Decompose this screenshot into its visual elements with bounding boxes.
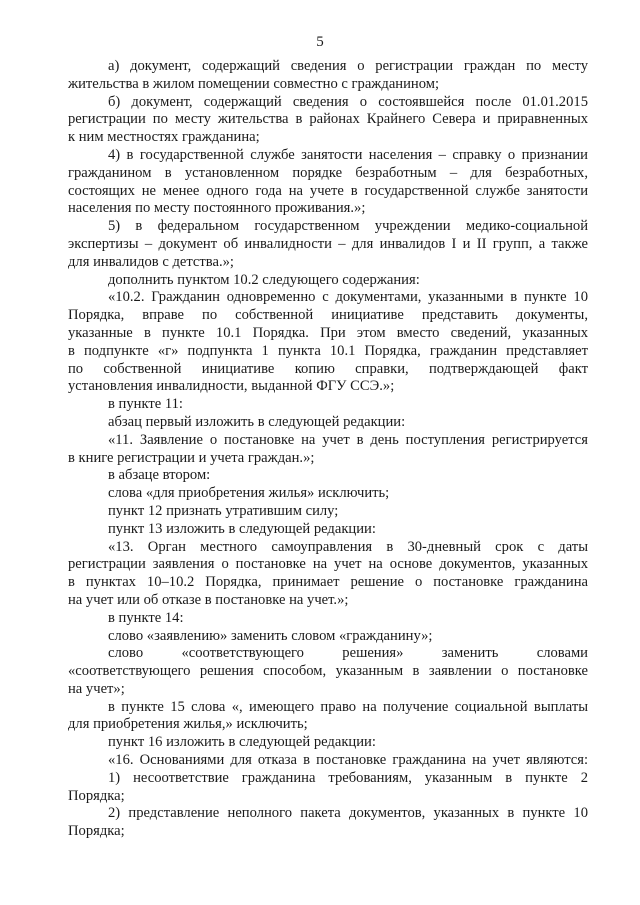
text-line: пункт 12 признать утратившим силу;: [108, 502, 339, 519]
text-line: а) документ, содержащий сведения о регистрации граждан по месту: [108, 58, 588, 74]
text-line: слово «заявлению» заменить словом «гражданину»;: [108, 627, 433, 644]
text-line: регистрации по месту жительства в районах Крайнего Севера и приравненных: [68, 111, 588, 128]
text-line: 1) несоответствие гражданина требованиям, указанным в пункте 2: [108, 769, 588, 786]
text-line: «11. Заявление о постановке на учет в день поступления регистрируется: [108, 431, 588, 448]
text-line: 2) представление неполного пакета документов, указанных в пункте 10: [108, 805, 588, 822]
text-line: 4) в государственной службе занятости населения – справку о признании: [108, 146, 588, 163]
text-line: населения по месту постоянного проживания.»;: [68, 200, 366, 217]
text-line: «соответствующего решения способом, указанным в заявлении о постановке: [68, 663, 588, 680]
text-line: пункт 16 изложить в следующей редакции:: [108, 734, 376, 751]
text-line: дополнить пунктом 10.2 следующего содержания:: [108, 271, 420, 288]
text-line: регистрации заявления о постановке на учет на основе документов, указанных: [68, 556, 588, 573]
text-line: в пункте 15 слова «, имеющего право на получение социальной выплаты: [108, 698, 588, 715]
text-line: Порядка;: [68, 787, 125, 804]
text-line: Порядка, вправе по собственной инициативе представить документы,: [68, 307, 588, 324]
text-line: для приобретения жилья,» исключить;: [68, 716, 308, 733]
text-line: установления инвалидности, выданной ФГУ ССЭ.»;: [68, 378, 395, 395]
text-line: на учет»;: [68, 680, 125, 697]
text-line: к ним местностях гражданина;: [68, 129, 260, 146]
text-line: для инвалидов с детства.»;: [68, 253, 234, 270]
text-line: б) документ, содержащий сведения о состоявшейся после 01.01.2015: [108, 93, 588, 110]
text-line: абзац первый изложить в следующей редакции:: [108, 413, 406, 430]
text-line: в пункте 14:: [108, 609, 184, 626]
text-line: на учет или об отказе в постановке на учет.»;: [68, 591, 349, 608]
text-line: в абзаце втором:: [108, 467, 211, 484]
text-line: слова «для приобретения жилья» исключить;: [108, 485, 390, 502]
text-line: жительства в жилом помещении совместно с гражданином;: [68, 75, 440, 92]
text-line: «16. Основаниями для отказа в постановке гражданина на учет являются:: [108, 752, 588, 769]
text-line: экспертизы – документ об инвалидности – для инвалидов I и II групп, а также: [68, 235, 588, 252]
text-line: «13. Орган местного самоуправления в 30-дневный срок с даты: [108, 538, 588, 555]
text-line: 5) в федеральном государственном учреждении медико-социальной: [108, 218, 588, 235]
text-line: указанные в пункте 10.1 Порядка. При этом вместо сведений, указанных: [68, 324, 588, 341]
text-line: по собственной инициативе копию справки, подтверждающей факт: [68, 360, 588, 377]
text-line: в подпункте «г» подпункта 1 пункта 10.1 Порядка, гражданин представляет: [68, 342, 588, 359]
text-line: в пункте 11:: [108, 396, 183, 413]
page-number: 5: [316, 34, 324, 50]
text-line: в книге регистрации и учета граждан.»;: [68, 449, 315, 466]
text-line: состоящих не менее одного года на учете в государственной службе занятости: [68, 182, 588, 199]
text-line: Порядка;: [68, 823, 125, 840]
text-line: «10.2. Гражданин одновременно с документами, указанными в пункте 10: [108, 289, 588, 306]
text-line: слово «соответствующего решения» заменить словами: [108, 645, 588, 662]
text-line: в пунктах 10–10.2 Порядка, принимает решение о постановке гражданина: [68, 574, 588, 591]
text-line: пункт 13 изложить в следующей редакции:: [108, 520, 376, 537]
text-line: гражданином в установленном порядке безработным – для безработных,: [68, 164, 588, 181]
document-body: [68, 58, 588, 841]
